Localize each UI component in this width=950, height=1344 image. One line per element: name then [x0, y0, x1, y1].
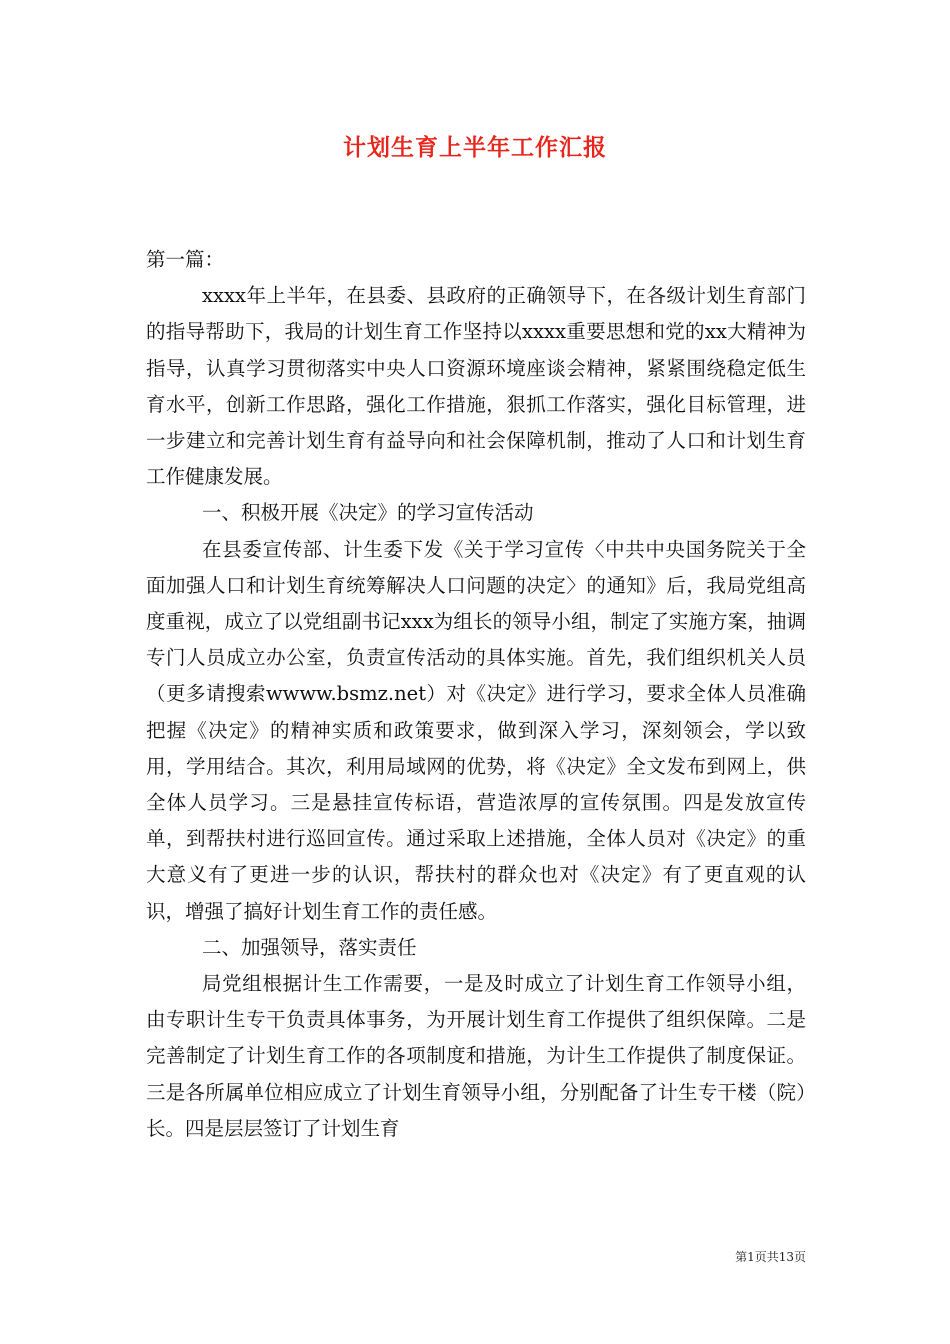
heading-section-1: 一、积极开展《决定》的学习宣传活动 — [202, 501, 534, 525]
paragraph-section-2: 局党组根据计生工作需要，一是及时成立了计划生育工作领导小组，由专职计生专干负责具体事务，为开展计划生育工作提供了组织保障。二是完善制定了计划生育工作的各项制度和措施，为计生工作提供了制度保证。三是各所属单位相应成立了计划生育领导小组，分别配备了计生专干楼（院）长。四是层层签订了计划生育 — [146, 972, 806, 1140]
document-body — [146, 242, 806, 1147]
section-label: 第一篇： — [146, 248, 225, 271]
page-number: 第1页共13页 — [735, 1250, 806, 1264]
paragraph-intro: xxxx年上半年，在县委、县政府的正确领导下，在各级计划生育部门的指导帮助下，我局的计划生育工作坚持以xxxx重要思想和党的xx大精神为指导，认真学习贯彻落实中央人口资源环境座谈会精神，紧紧围绕稳定低生育水平，创新工作思路，强化工作措施，狠抓工作落实，强化目标管理，进一步建立和完善计划生育有益导向和社会保障机制，推动了人口和计划生育工作健康发展。 — [146, 284, 806, 489]
heading-section-2: 二、加强领导，落实责任 — [202, 935, 417, 959]
paragraph-section-1: 在县委宣传部、计生委下发《关于学习宣传〈中共中央国务院关于全面加强人口和计划生育统筹解决人口问题的决定〉的通知》后，我局党组高度重视，成立了以党组副书记xxx为组长的领导小组，制定了实施方案，抽调专门人员成立办公室，负责宣传活动的具体实施。首先，我们组织机关人员（更多请搜索wwww.bsmz.net）对《决定》进行学习，要求全体人员准确把握《决定》的精神实质和政策要求，做到深入学习，深刻领会，学以致用，学用结合。其次，利用局域网的优势，将《决定》全文发布到网上，供全体人员学习。三是悬挂宣传标语，营造浓厚的宣传氛围。四是发放宣传单，到帮扶村进行巡回宣传。通过采取上述措施，全体人员对《决定》的重大意义有了更进一步的认识，帮扶村的群众也对《决定》有了更直观的认识，增强了搞好计划生育工作的责任感。 — [146, 537, 806, 923]
document-title: 计划生育上半年工作汇报 — [343, 134, 607, 161]
